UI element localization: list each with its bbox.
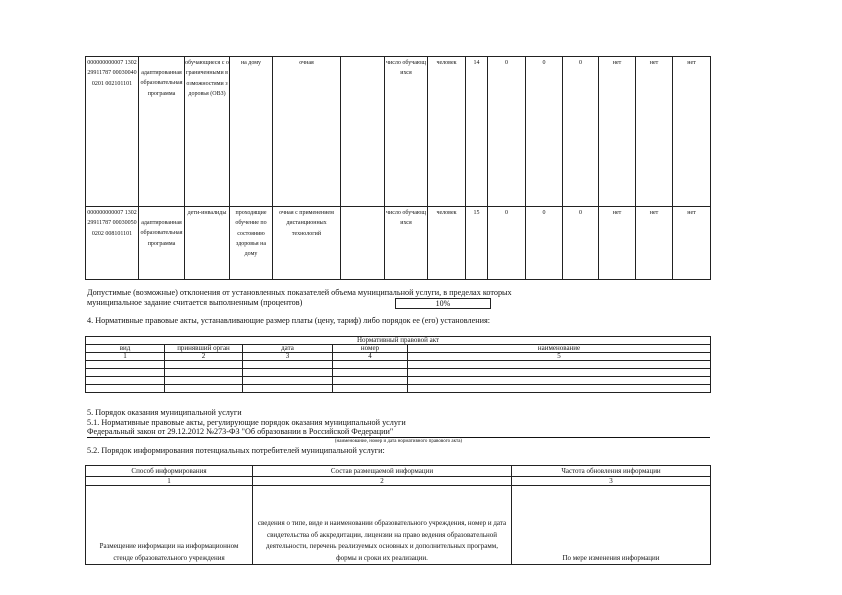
empty-cell <box>333 361 408 369</box>
unit-cell: человек <box>428 57 466 207</box>
column-number: 4 <box>333 353 408 361</box>
flag-cell: нет <box>636 57 673 207</box>
info-frequency-cell: По мере изменения информации <box>512 486 711 565</box>
section5-title: 5. Порядок оказания муниципальной услуги <box>87 408 242 417</box>
table-header-row <box>86 345 711 353</box>
column-number: 2 <box>165 353 243 361</box>
column-header: номер <box>333 345 408 353</box>
column-number: 2 <box>253 477 512 486</box>
value-cell: 0 <box>526 207 563 280</box>
column-header: дата <box>243 345 333 353</box>
flag-cell: нет <box>599 207 636 280</box>
empty-cell <box>333 377 408 385</box>
normative-acts-table <box>85 336 711 393</box>
empty-cell <box>165 361 243 369</box>
empty-cell <box>333 385 408 393</box>
empty-cell <box>165 377 243 385</box>
value-cell: 0 <box>488 57 526 207</box>
table-row <box>86 207 711 280</box>
deviation-text-line2: муниципальное задание считается выполненным (процентов) <box>87 298 303 307</box>
table-row <box>86 385 711 393</box>
table-header-row <box>86 337 711 345</box>
category-cell: обучающиеся с ограниченными возможностями здоровья (ОВЗ) <box>185 57 230 207</box>
program-cell: адаптированная образовательная программа <box>139 207 185 280</box>
column-header: Способ информирования <box>86 466 253 477</box>
info-method-cell: Размещение информации на информационном стенде образовательного учреждения <box>86 486 253 565</box>
table-row <box>86 361 711 369</box>
empty-cell <box>333 369 408 377</box>
table-number-row <box>86 353 711 361</box>
empty-cell <box>243 377 333 385</box>
value-cell: 0 <box>488 207 526 280</box>
indicator-cell: число обучающихся <box>385 57 428 207</box>
empty-cell <box>408 369 711 377</box>
flag-cell: нет <box>673 207 711 280</box>
group-header: Нормативный правовой акт <box>86 337 711 345</box>
value-cell: 0 <box>526 57 563 207</box>
registry-code: 000000000007 130229911787 000300500202 008101101 <box>86 207 139 280</box>
form-cell: очная <box>273 57 341 207</box>
value-cell: 0 <box>563 207 599 280</box>
form-cell: очная с применением дистанционных технологий <box>273 207 341 280</box>
empty-cell <box>165 369 243 377</box>
service-volume-table <box>85 56 711 280</box>
category-cell: дети-инвалиды <box>185 207 230 280</box>
table-row <box>86 377 711 385</box>
column-header: вид <box>86 345 165 353</box>
section5-1-title: 5.1. Нормативные правовые акты, регулирующие порядок оказания муниципальной услуги <box>87 418 406 427</box>
table-row <box>86 486 711 565</box>
empty-cell <box>243 385 333 393</box>
flag-cell: нет <box>599 57 636 207</box>
indicator-cell: число обучающихся <box>385 207 428 280</box>
column-number: 1 <box>86 477 253 486</box>
column-header: Частота обновления информации <box>512 466 711 477</box>
column-header: Состав размещаемой информации <box>253 466 512 477</box>
column-number: 3 <box>512 477 711 486</box>
place-cell: проходящие обучение по состоянию здоровья на дому <box>230 207 273 280</box>
empty-cell <box>86 385 165 393</box>
table-header-row <box>86 466 711 477</box>
empty-cell <box>86 361 165 369</box>
empty-cell <box>408 385 711 393</box>
column-header: принявший орган <box>165 345 243 353</box>
registry-code: 000000000007 130229911787 000300400201 002101101 <box>86 57 139 207</box>
value-cell: 14 <box>466 57 488 207</box>
empty-cell <box>408 377 711 385</box>
information-table <box>85 465 711 565</box>
empty-cell <box>408 361 711 369</box>
law-caption: (наименование, номер и дата нормативного правового акта) <box>334 439 463 444</box>
value-cell: 0 <box>563 57 599 207</box>
program-cell: адаптированная образовательная программа <box>139 57 185 207</box>
column-number: 3 <box>243 353 333 361</box>
empty-cell <box>86 377 165 385</box>
section4-title: 4. Нормативные правовые акты, устанавливающие размер платы (цену, тариф) либо порядок ее (его) установления: <box>87 316 491 325</box>
table-row <box>86 369 711 377</box>
extra-cell <box>341 57 385 207</box>
deviation-percent-field: 10% <box>395 298 491 309</box>
law-underline <box>87 437 710 438</box>
extra-cell <box>341 207 385 280</box>
table-row <box>86 57 711 207</box>
column-number: 1 <box>86 353 165 361</box>
law-reference: Федеральный закон от 29.12.2012 №273-ФЗ "Об образовании в Российской Федерации" <box>87 427 394 436</box>
info-content-cell: сведения о типе, виде и наименовании образовательного учреждения, номер и дата свидетельства об аккредитации, лицензии на право ведения образовательной деятельности, перечень реализуемых основных и дополнительных программ, формы и сроки их реализации. <box>253 486 512 565</box>
flag-cell: нет <box>673 57 711 207</box>
column-header: наименование <box>408 345 711 353</box>
section5-2-title: 5.2. Порядок информирования потенциальных потребителей муниципальной услуги: <box>87 446 385 455</box>
unit-cell: человек <box>428 207 466 280</box>
flag-cell: нет <box>636 207 673 280</box>
deviation-text-line1: Допустимые (возможные) отклонения от установленных показателей объема муниципальной услуги, в пределах которых <box>87 288 512 297</box>
empty-cell <box>86 369 165 377</box>
value-cell: 15 <box>466 207 488 280</box>
empty-cell <box>243 369 333 377</box>
empty-cell <box>243 361 333 369</box>
column-number: 5 <box>408 353 711 361</box>
empty-cell <box>165 385 243 393</box>
place-cell: на дому <box>230 57 273 207</box>
table-number-row <box>86 477 711 486</box>
